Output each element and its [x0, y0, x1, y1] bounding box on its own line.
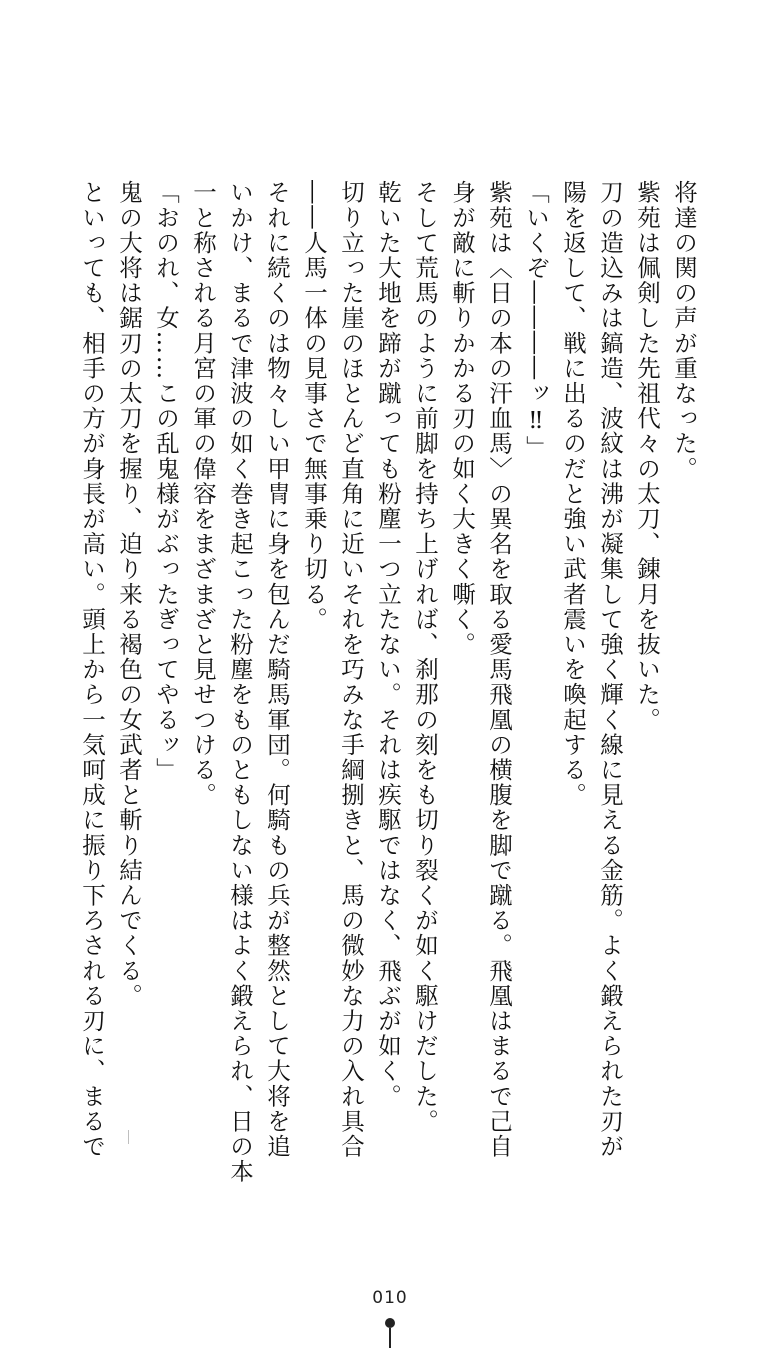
- text-column: 切り立った崖のほとんど直角に近いそれを巧みな手綱捌きと、馬の微妙な力の入れ具合: [337, 180, 365, 1159]
- text-column: 鬼の大将は鋸刃の太刀を握り、迫り来る褐色の女武者と斬り結んでくる。: [115, 180, 143, 1009]
- page-number: 010: [372, 1288, 408, 1308]
- text-column: そして荒馬のように前脚を持ち上げれば、刹那の刻をも切り裂くが如く駆けだした。: [411, 180, 439, 1134]
- dialogue-column: 「おのれ、女……この乱鬼様がぶったぎってやるッ」: [152, 180, 180, 783]
- vertical-text-block: [73, 180, 702, 1184]
- text-column: 刀の造込みは鎬造、波紋は沸が凝集して強く輝く線に見える金筋。よく鍛えられた刃が: [596, 180, 624, 1159]
- text-column: 乾いた大地を蹄が蹴っても粉塵一つ立たない。それは疾駆ではなく、飛ぶが如く。: [374, 180, 402, 1109]
- marker-dot: [385, 1318, 395, 1328]
- text-column: それに続くのは物々しい甲冑に身を包んだ騎馬軍団。何騎もの兵が整然として大将を追: [263, 180, 291, 1159]
- page-marker-icon: [384, 1318, 396, 1348]
- text-column: ――人馬一体の見事さで無事乗り切る。: [300, 180, 328, 632]
- text-column: 一と称される月宮の軍の偉容をまざまざと見せつける。: [189, 180, 217, 808]
- text-column: といっても、相手の方が身長が高い。頭上から一気呵成に振り下ろされる刃に、まるで: [78, 180, 106, 1159]
- text-column: 紫苑は〈日の本の汗血馬〉の異名を取る愛馬飛凰の横腹を脚で蹴る。飛凰はまるで己自: [485, 180, 513, 1159]
- text-column: 陽を返して、戦に出るのだと強い武者震いを喚起する。: [559, 180, 587, 808]
- dialogue-column: 「いくぞ――――ッ‼」: [522, 180, 550, 461]
- marker-stem: [389, 1328, 391, 1348]
- text-column: 身が敵に斬りかかる刃の如く大きく嘶く。: [448, 180, 476, 657]
- text-column: いかけ、まるで津波の如く巻き起こった粉塵をものともしない様はよく鍛えられ、日の本: [226, 180, 254, 1184]
- text-column: 将達の関の声が重なった。: [670, 180, 698, 482]
- scan-speck: [128, 1130, 129, 1144]
- text-column: 紫苑は佩剣した先祖代々の太刀、錬月を抜いた。: [633, 180, 661, 733]
